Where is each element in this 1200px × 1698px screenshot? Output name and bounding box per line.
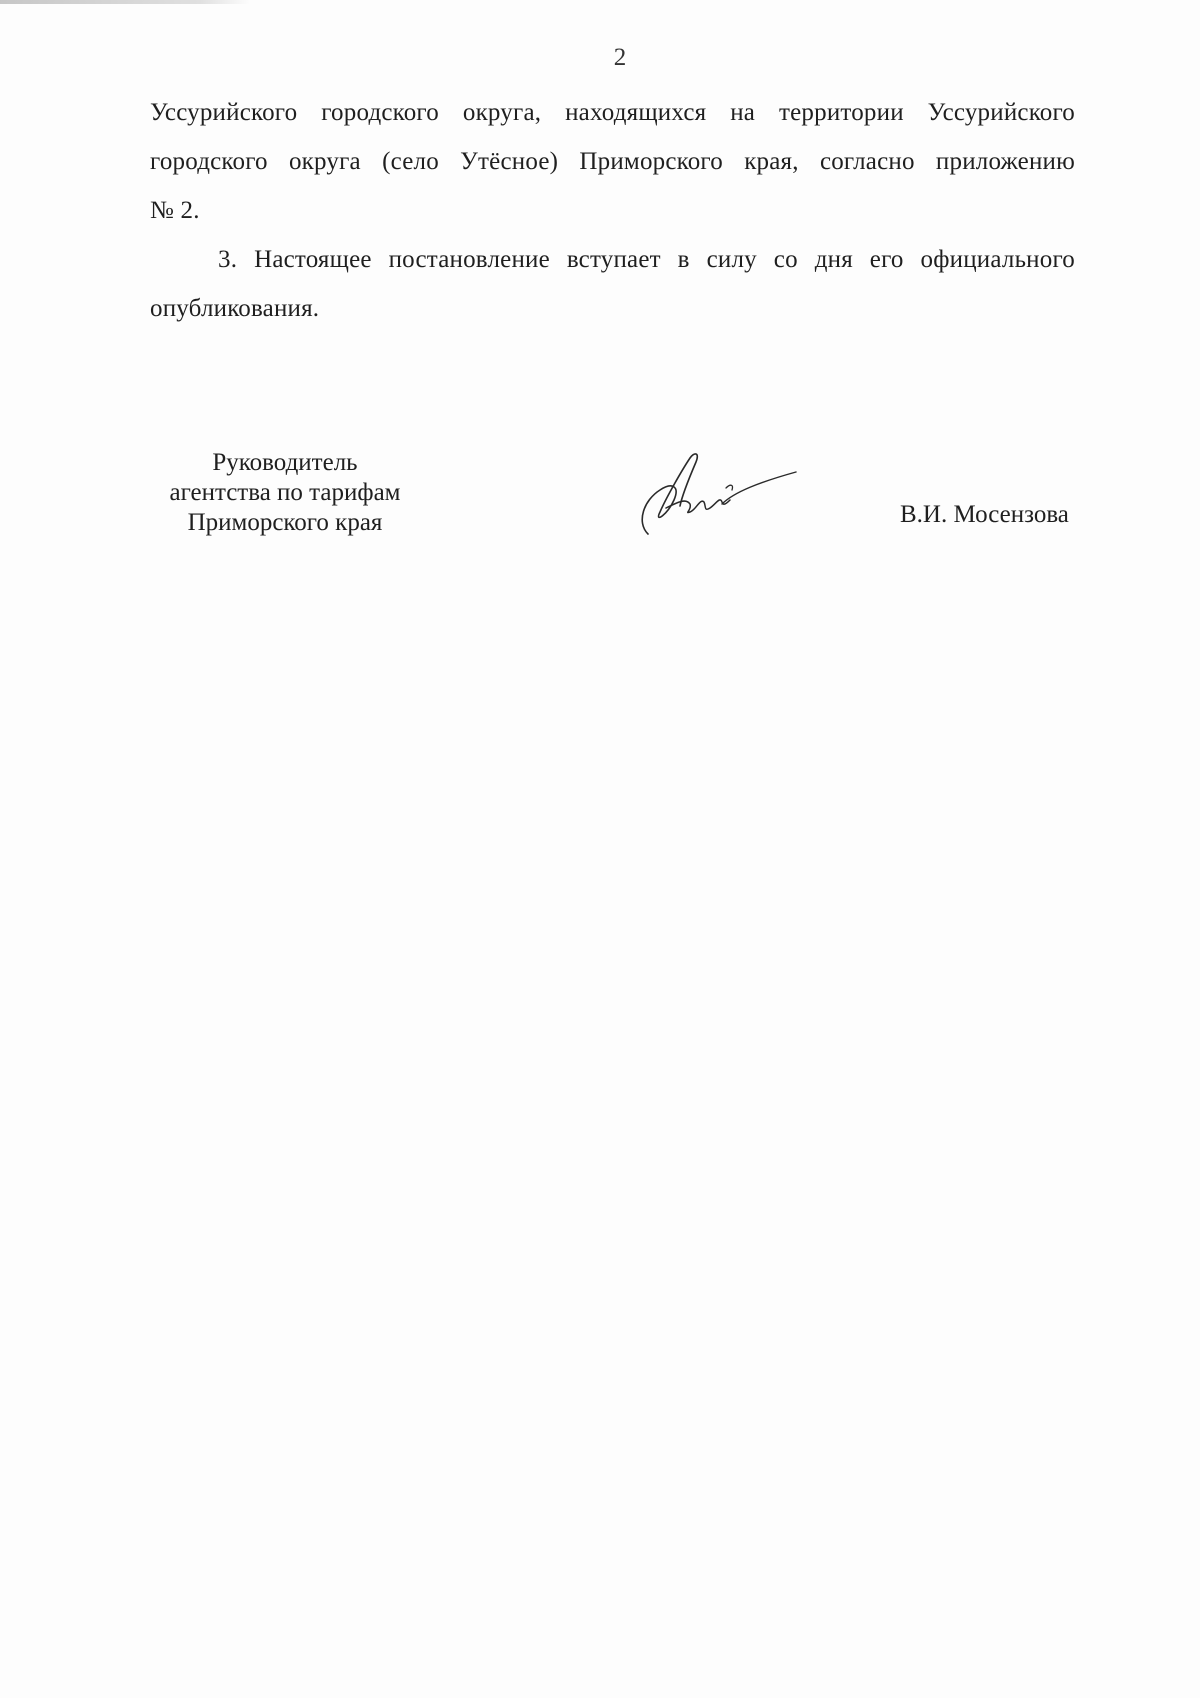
signer-name: В.И. Мосензова [900, 501, 1069, 528]
signature-block [0, 448, 1200, 558]
text-line: опубликования. [150, 295, 320, 322]
signer-position-line: Приморского края [187, 509, 383, 536]
signer-position-line: агентства по тарифам [169, 479, 401, 506]
scan-edge-artifact [0, 0, 250, 4]
text-line: Уссурийского городского округа, находящихся на территории Уссурийского [150, 99, 1075, 126]
text-line: городского округа (село Утёсное) Приморского края, согласно приложению [150, 148, 1075, 175]
paragraph-continuation [150, 88, 1075, 235]
page-number: 2 [613, 44, 627, 71]
paragraph-item-3 [150, 235, 1075, 333]
handwritten-signature [630, 442, 800, 542]
signer-position-line: Руководитель [212, 449, 358, 476]
document-body [150, 88, 1075, 333]
text-line: № 2. [150, 197, 200, 224]
text-line: 3. Настоящее постановление вступает в силу со дня его официального [218, 246, 1075, 273]
signer-position [140, 448, 430, 538]
